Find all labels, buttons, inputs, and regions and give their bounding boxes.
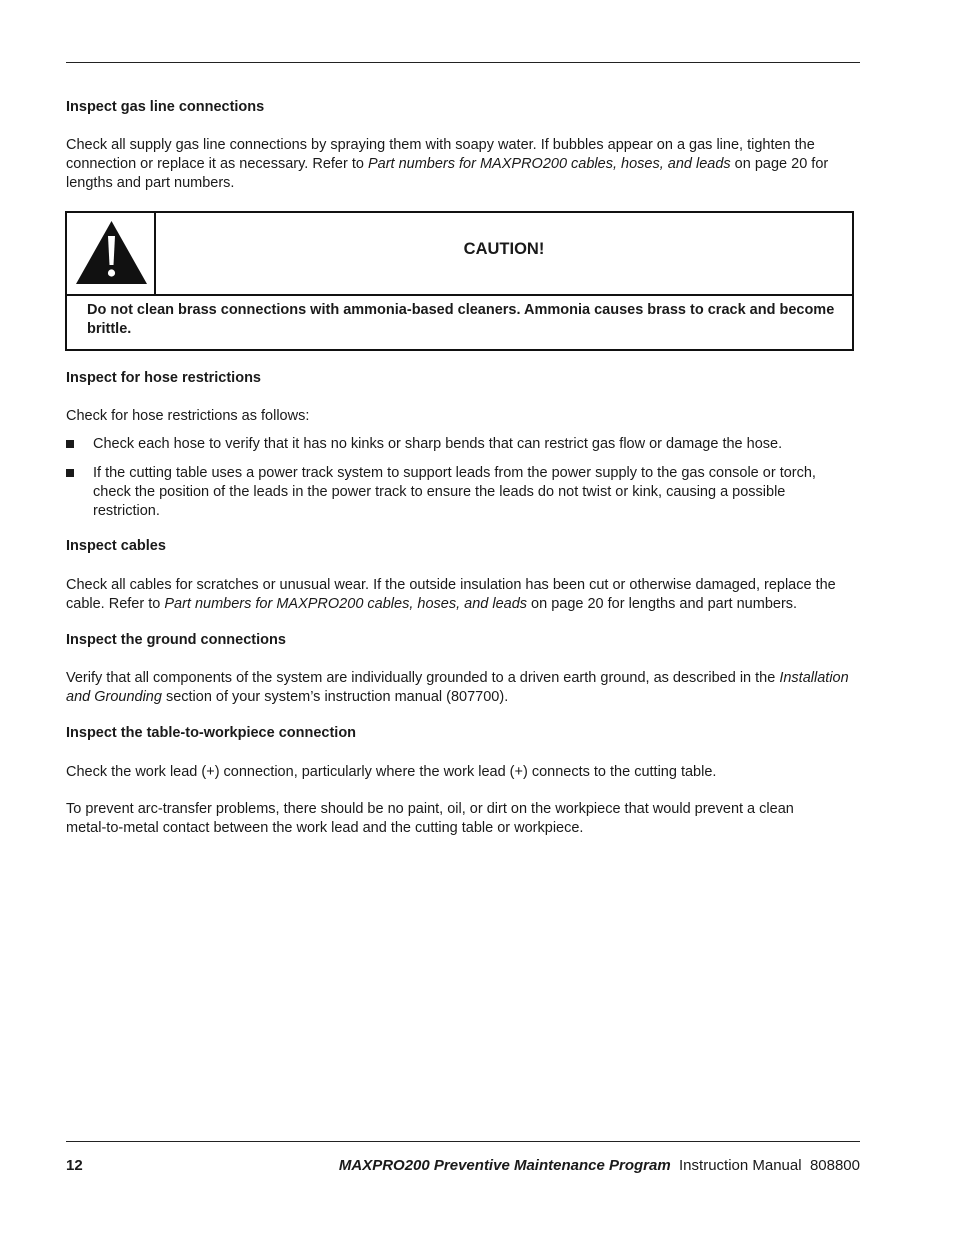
paragraph-ground [66, 669, 866, 707]
caution-box [65, 211, 854, 351]
footer-rule [66, 1141, 860, 1142]
caution-divider [67, 294, 852, 296]
caution-body: Do not clean brass connections with ammonia-based cleaners. Ammonia causes brass to crack and become brittle. [87, 302, 835, 337]
hose-intro: Check for hose restrictions as follows: [66, 408, 310, 424]
heading-cables: Inspect cables [66, 538, 166, 554]
caution-title: CAUTION! [463, 240, 545, 258]
paragraph-table-2: To prevent arc-transfer problems, there should be no paint, oil, or dirt on the workpiece that would prevent a clean metal-to-metal contact between the work lead and the cutting table or workpiece. [66, 801, 794, 836]
gas-text-a: Check all supply gas line connections by spraying them with soapy water. If bubbles appear on a gas line, tighten the connection or replace it as necessary. Refer to [66, 137, 815, 172]
caution-icon-cell [67, 213, 156, 294]
page-number: 12 [66, 1157, 83, 1174]
ground-text-a: Verify that all components of the system are individually grounded to a driven earth ground, as described in the [66, 670, 780, 686]
warning-triangle-icon [67, 213, 156, 294]
heading-ground: Inspect the ground connections [66, 632, 286, 648]
footer-manual-title: MAXPRO200 Preventive Maintenance Program [338, 1157, 671, 1174]
header-rule [66, 62, 860, 63]
ground-reference: Installation and Grounding [66, 670, 849, 705]
bullet-square-icon [66, 440, 74, 448]
bullet-square-icon [66, 469, 74, 477]
gas-reference: Part numbers for MAXPRO200 cables, hoses, and leads [367, 156, 731, 172]
heading-hose-restrictions: Inspect for hose restrictions [66, 370, 261, 386]
footer-title [339, 1157, 860, 1174]
cables-text-a: Check all cables for scratches or unusual wear. If the outside insulation has been cut or otherwise damaged, replace the cable. Refer to [66, 577, 836, 612]
heading-table-workpiece: Inspect the table-to-workpiece connection [66, 725, 357, 741]
cables-reference: Part numbers for MAXPRO200 cables, hoses, and leads [164, 596, 528, 612]
bullet-text: If the cutting table uses a power track system to support leads from the power supply to the gas console or torch, check the position of the leads in the power track to ensure the leads do not twist or kink, causing a possible restriction. [93, 465, 816, 519]
ground-text-b: section of your system’s instruction manual (807700). [161, 689, 509, 705]
paragraph-gas-line [66, 136, 866, 193]
heading-gas-line: Inspect gas line connections [66, 99, 265, 115]
paragraph-cables [66, 576, 866, 614]
footer-doc-type: Instruction Manual [679, 1157, 802, 1174]
gas-text-b: on page 20 for lengths and part numbers. [66, 156, 829, 191]
cables-text-b: on page 20 for lengths and part numbers. [527, 596, 798, 612]
paragraph-table-1: Check the work lead (+) connection, particularly where the work lead (+) connects to the cutting table. [66, 764, 717, 780]
footer-doc-number: 808800 [809, 1157, 860, 1174]
bullet-text: Check each hose to verify that it has no kinks or sharp bends that can restrict gas flow or damage the hose. [93, 436, 783, 452]
